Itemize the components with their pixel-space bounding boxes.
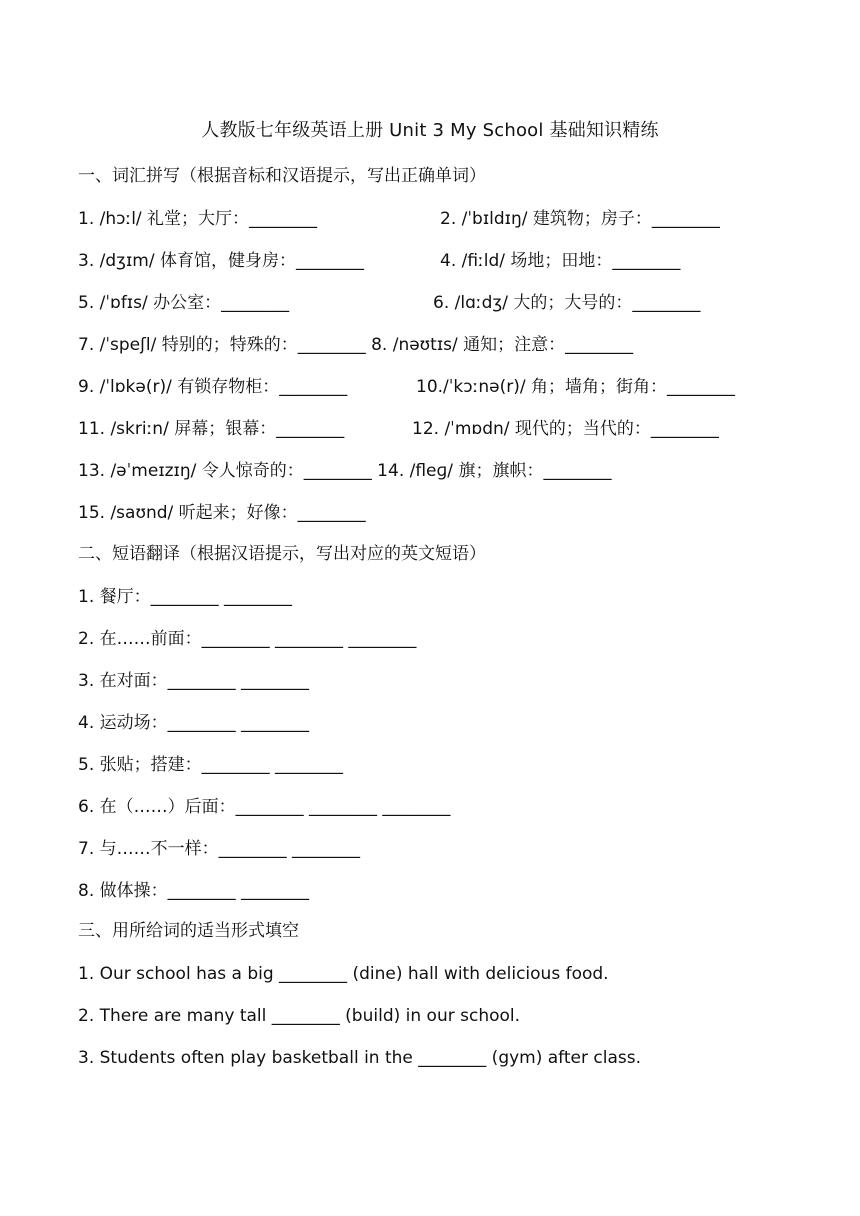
vocab-item-3: 3. /dʒɪm/ 体育馆，健身房：________ [78, 251, 364, 271]
phrase-item-2: 2. 在……前面：________ ________ ________ [78, 629, 417, 649]
phrase-item-1: 1. 餐厅：________ ________ [78, 587, 293, 607]
phrase-item-3: 3. 在对面：________ ________ [78, 671, 310, 691]
vocab-item-4: 4. /fiːld/ 场地；田地：________ [440, 251, 681, 271]
vocab-item-2: 2. /ˈbɪldɪŋ/ 建筑物；房子：________ [440, 209, 720, 229]
vocab-item-9: 9. /ˈlɒkə(r)/ 有锁存物柜：________ [78, 377, 348, 397]
section-3-heading: 三、用所给词的适当形式填空 [78, 921, 299, 941]
phrase-item-5: 5. 张贴；搭建：________ ________ [78, 755, 344, 775]
phrase-item-6: 6. 在（……）后面：________ ________ ________ [78, 797, 451, 817]
vocab-item-5: 5. /ˈɒfɪs/ 办公室：________ [78, 293, 290, 313]
vocab-item-1: 1. /hɔːl/ 礼堂；大厅：________ [78, 209, 318, 229]
section-2-heading: 二、短语翻译（根据汉语提示，写出对应的英文短语） [78, 544, 486, 564]
phrase-item-7: 7. 与……不一样：________ ________ [78, 839, 361, 859]
section-1-heading: 一、词汇拼写（根据音标和汉语提示，写出正确单词） [78, 166, 486, 186]
vocab-item-15: 15. /saʊnd/ 听起来；好像：________ [78, 503, 366, 523]
fill-item-2: 2. There are many tall ________ (build) in our school. [78, 1006, 521, 1026]
vocab-item-7-8: 7. /ˈspeʃl/ 特别的；特殊的：________ 8. /nəʊtɪs/ 通知；注意：________ [78, 335, 634, 355]
phrase-item-8: 8. 做体操：________ ________ [78, 881, 310, 901]
vocab-item-13-14: 13. /əˈmeɪzɪŋ/ 令人惊奇的：________ 14. /fleɡ/ 旗；旗帜：________ [78, 461, 612, 481]
fill-item-3: 3. Students often play basketball in the ________ (gym) after class. [78, 1048, 641, 1068]
page-title: 人教版七年级英语上册 Unit 3 My School 基础知识精练 [201, 120, 659, 141]
phrase-item-4: 4. 运动场：________ ________ [78, 713, 310, 733]
vocab-item-11: 11. /skriːn/ 屏幕；银幕：________ [78, 419, 345, 439]
fill-item-1: 1. Our school has a big ________ (dine) hall with delicious food. [78, 964, 609, 984]
vocab-item-10: 10./ˈkɔːnə(r)/ 角；墙角；街角：________ [416, 377, 735, 397]
vocab-item-12: 12. /ˈmɒdn/ 现代的；当代的：________ [412, 419, 719, 439]
vocab-item-6: 6. /lɑːdʒ/ 大的；大号的：________ [433, 293, 701, 313]
